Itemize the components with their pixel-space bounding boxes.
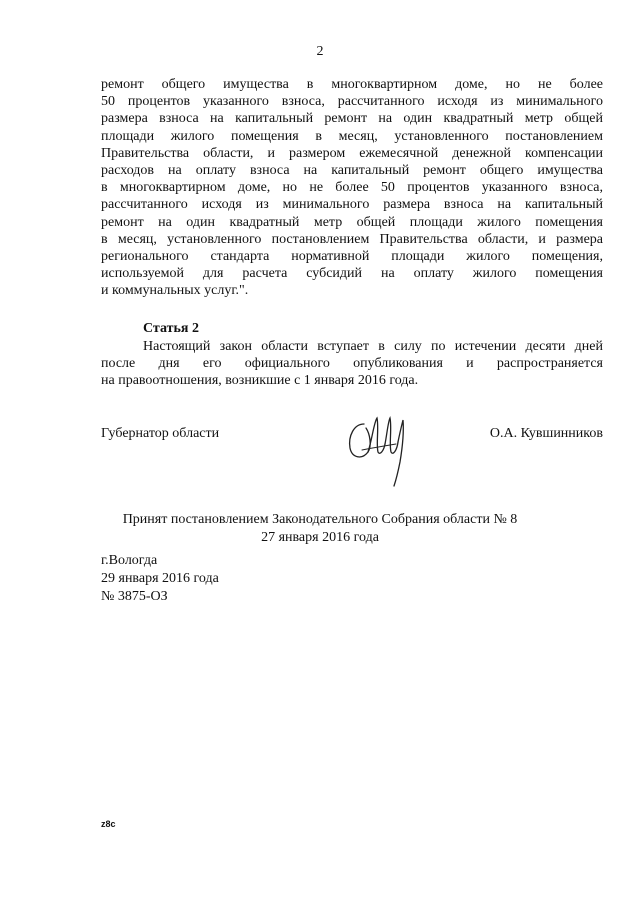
- page-number: 2: [316, 44, 324, 59]
- adoption-date: 27 января 2016 года: [261, 530, 379, 545]
- article-paragraph: [101, 338, 603, 390]
- footer-code: z8c: [101, 819, 116, 829]
- continuation-paragraph: [101, 76, 603, 300]
- city: г.Вологда: [101, 553, 158, 568]
- text-line: и коммунальных услуг.".: [101, 283, 249, 299]
- governor-title: Губернатор области: [101, 426, 220, 441]
- signing-date: 29 января 2016 года: [101, 571, 219, 586]
- text-line: после дня его официального опубликования и распространяется: [101, 356, 603, 372]
- text-line: расходов на оплату взноса на капитальный ремонт общего имущества: [101, 163, 603, 179]
- text-line: размера взноса на капитальный ремонт на один квадратный метр общей: [101, 111, 603, 127]
- text-line: Правительства области, и размером ежемесячной денежной компенсации: [101, 145, 603, 161]
- adoption-note: [0, 511, 640, 547]
- text-line: ремонт на один квадратный метр общей площади жилого помещения: [101, 214, 603, 230]
- adoption-resolution: Принят постановлением Законодательного Собрания области № 8: [122, 512, 518, 527]
- governor-name: О.А. Кувшинников: [489, 426, 603, 441]
- place-date-block: [101, 552, 219, 606]
- text-line: используемой для расчета субсидий на оплату жилого помещения: [101, 266, 603, 282]
- text-line: площади жилого помещения в месяц, установленного постановлением: [101, 128, 603, 144]
- text-line: регионального стандарта нормативной площади жилого помещения,: [101, 249, 603, 265]
- law-number: № 3875-ОЗ: [101, 589, 168, 604]
- text-line: ремонт общего имущества в многоквартирном доме, но не более: [101, 77, 603, 92]
- text-line: 50 процентов указанного взноса, рассчитанного исходя из минимального: [101, 94, 603, 110]
- text-line: Настоящий закон области вступает в силу по истечении десяти дней: [143, 339, 603, 354]
- handwritten-signature: [342, 410, 412, 488]
- text-line: в месяц, установленного постановлением Правительства области, и размера: [101, 231, 603, 247]
- text-line: в многоквартирном доме, но не более 50 процентов указанного взноса,: [101, 180, 603, 196]
- text-line: на правоотношения, возникшие с 1 января 2016 года.: [101, 373, 419, 389]
- text-line: рассчитанного исходя из минимального размера взноса на капитальный: [101, 197, 603, 213]
- article-heading: Статья 2: [143, 321, 199, 336]
